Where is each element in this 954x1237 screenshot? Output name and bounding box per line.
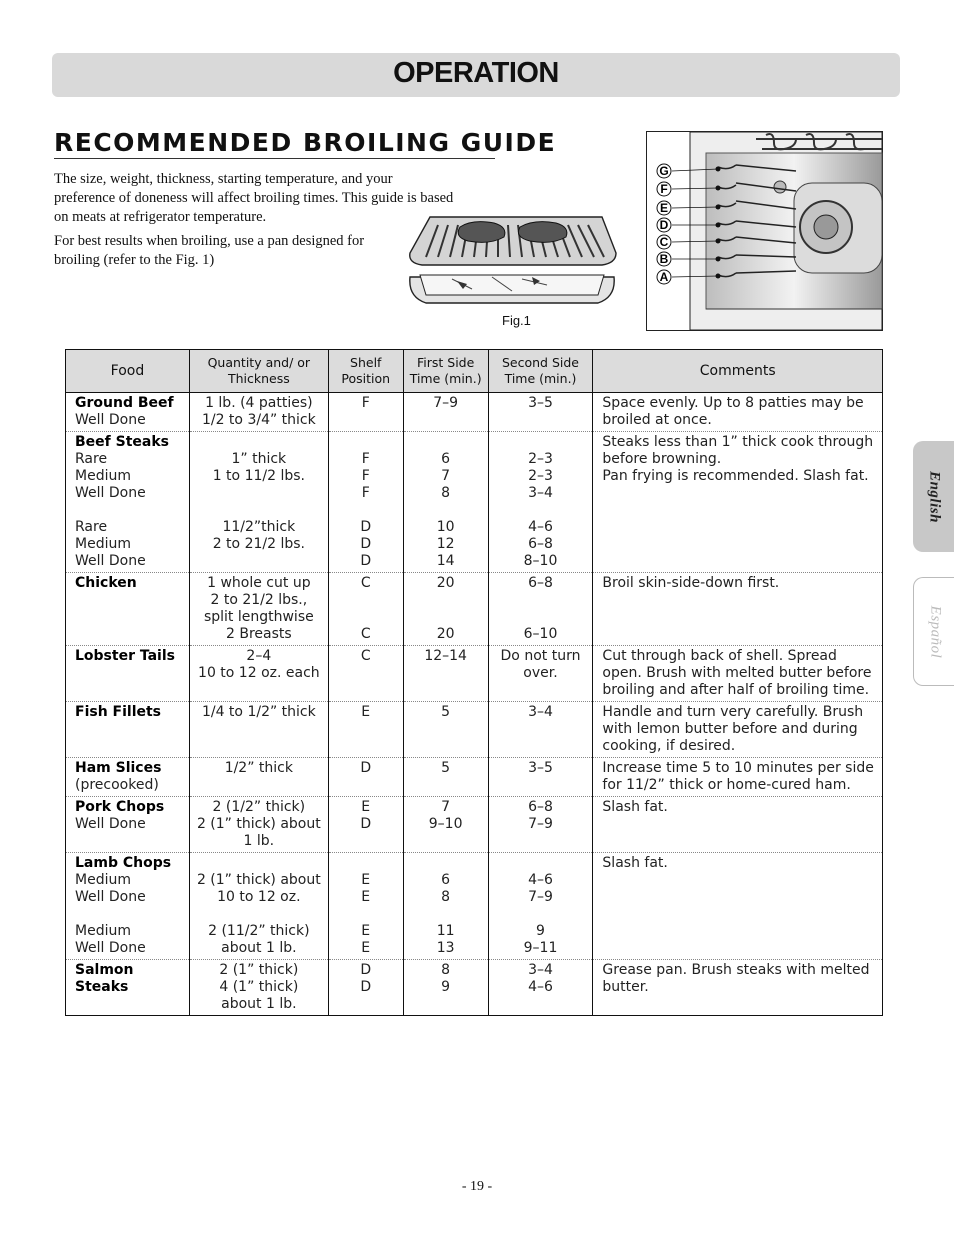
comments-cell: Broil skin-side-down first. — [593, 573, 883, 646]
second-side-cell: 2–3 2–3 3–4 4–6 6–8 8–10 — [488, 432, 593, 573]
header-food: Food — [66, 350, 190, 393]
first-side-cell: 8 9 — [403, 960, 488, 1016]
figure-caption: Fig.1 — [502, 313, 531, 328]
first-side-cell: 5 — [403, 758, 488, 797]
comments-cell: Space evenly. Up to 8 patties may be broiled at once. — [593, 393, 883, 432]
shelf-cell: C — [328, 646, 403, 702]
table-row — [66, 573, 883, 646]
tab-espanol[interactable] — [913, 577, 954, 686]
first-side-cell: 6 8 11 13 — [403, 853, 488, 960]
food-doneness: Rare Medium Well Done Rare Medium Well Done — [75, 451, 146, 569]
shelf-cell: C C — [328, 573, 403, 646]
food-doneness: Medium Well Done Medium Well Done — [75, 872, 146, 956]
header-first-side: First Side Time (min.) — [403, 350, 488, 393]
food-name: Fish Fillets — [75, 704, 162, 720]
food-doneness: Well Done — [75, 816, 146, 832]
food-cell — [66, 797, 190, 853]
steak-2 — [518, 222, 567, 243]
food-cell — [66, 758, 190, 797]
shelf-cell: E D — [328, 797, 403, 853]
first-side-cell: 12–14 — [403, 646, 488, 702]
food-cell — [66, 960, 190, 1016]
food-cell — [66, 573, 190, 646]
fan-hub — [814, 215, 838, 239]
shelf-label-e: E — [659, 201, 669, 215]
tab-english-label: English — [926, 470, 942, 523]
quantity-cell: 1/4 to 1/2” thick — [189, 702, 328, 758]
shelf-cell: F — [328, 393, 403, 432]
food-cell — [66, 853, 190, 960]
oven-shelf-diagram — [646, 131, 883, 331]
shelf-label-g: G — [659, 164, 669, 178]
food-name: Beef Steaks — [75, 434, 169, 450]
table-row — [66, 960, 883, 1016]
second-side-cell: 3–4 4–6 — [488, 960, 593, 1016]
header-bar — [52, 53, 900, 97]
first-side-cell: 7–9 — [403, 393, 488, 432]
quantity-cell: 2 (1/2” thick) 2 (1” thick) about 1 lb. — [189, 797, 328, 853]
steak-1 — [458, 222, 505, 243]
food-name: Lobster Tails — [75, 648, 175, 664]
food-cell — [66, 393, 190, 432]
header-quantity: Quantity and/ or Thickness — [189, 350, 328, 393]
header-second-side: Second Side Time (min.) — [488, 350, 593, 393]
quantity-cell: 2–4 10 to 12 oz. each — [189, 646, 328, 702]
food-name: Salmon Steaks — [75, 962, 134, 995]
tab-english[interactable] — [913, 441, 954, 552]
comments-cell: Slash fat. — [593, 853, 883, 960]
intro-text — [54, 170, 454, 275]
second-side-cell: 6–8 6–10 — [488, 573, 593, 646]
table-body — [66, 393, 883, 1016]
food-name: Ham Slices — [75, 760, 162, 776]
food-cell — [66, 432, 190, 573]
second-side-cell: 4–6 7–9 9 9–11 — [488, 853, 593, 960]
first-side-cell: 6 7 8 10 12 14 — [403, 432, 488, 573]
table-row — [66, 646, 883, 702]
first-side-cell: 20 20 — [403, 573, 488, 646]
shelf-cell: E — [328, 702, 403, 758]
shelf-cell: D — [328, 758, 403, 797]
comments-cell: Increase time 5 to 10 minutes per side for 11/2” thick or home-cured ham. — [593, 758, 883, 797]
shelf-label-b: B — [659, 252, 669, 266]
table-row — [66, 758, 883, 797]
quantity-cell: 1” thick 1 to 11/2 lbs. 11/2”thick 2 to 21/2 lbs. — [189, 432, 328, 573]
quantity-cell: 1 lb. (4 patties) 1/2 to 3/4” thick — [189, 393, 328, 432]
table-row — [66, 853, 883, 960]
comments-cell: Slash fat. — [593, 797, 883, 853]
comments-cell: Cut through back of shell. Spread open. Brush with melted butter before broiling and after half of broiling time. — [593, 646, 883, 702]
food-name: Lamb Chops — [75, 855, 172, 871]
header-shelf: Shelf Position — [328, 350, 403, 393]
section-title: RECOMMENDED BROILING GUIDE — [54, 128, 557, 157]
second-side-cell: 3–5 — [488, 758, 593, 797]
section-title-underline — [54, 158, 495, 159]
quantity-cell: 2 (1” thick) 4 (1” thick) about 1 lb. — [189, 960, 328, 1016]
food-doneness: (precooked) — [75, 777, 159, 793]
quantity-cell: 2 (1” thick) about 10 to 12 oz. 2 (11/2” thick) about 1 lb. — [189, 853, 328, 960]
broiler-pan-illustration — [402, 205, 622, 315]
table-row — [66, 702, 883, 758]
food-cell — [66, 702, 190, 758]
shelf-label-a: A — [659, 270, 669, 284]
comments-cell: Handle and turn very carefully. Brush with lemon butter before and during cooking, if desired. — [593, 702, 883, 758]
broiling-guide-table — [65, 349, 883, 1016]
shelf-label-c: C — [659, 235, 669, 249]
comments-cell: Steaks less than 1” thick cook through before browning. Pan frying is recommended. Slash fat. — [593, 432, 883, 573]
table-row — [66, 797, 883, 853]
quantity-cell: 1 whole cut up 2 to 21/2 lbs., split lengthwise 2 Breasts — [189, 573, 328, 646]
shelf-cell: E E E E — [328, 853, 403, 960]
header-comments: Comments — [593, 350, 883, 393]
shelf-label-f: F — [660, 182, 668, 196]
food-name: Ground Beef — [75, 395, 174, 411]
second-side-cell: 6–8 7–9 — [488, 797, 593, 853]
intro-paragraph-2: For best results when broiling, use a pan designed for broiling (refer to the Fig. 1) — [54, 233, 365, 268]
first-side-cell: 7 9–10 — [403, 797, 488, 853]
second-side-cell: 3–5 — [488, 393, 593, 432]
food-cell — [66, 646, 190, 702]
quantity-cell: 1/2” thick — [189, 758, 328, 797]
table-row — [66, 393, 883, 432]
comments-cell: Grease pan. Brush steaks with melted butter. — [593, 960, 883, 1016]
second-side-cell: Do not turn over. — [488, 646, 593, 702]
tab-espanol-label: Español — [927, 605, 943, 658]
food-doneness: Well Done — [75, 412, 146, 428]
page-number: - 19 - — [461, 1179, 493, 1194]
shelf-cell: F F F D D D — [328, 432, 403, 573]
oven-light-icon — [774, 181, 786, 193]
first-side-cell: 5 — [403, 702, 488, 758]
table-row — [66, 432, 883, 573]
intro-paragraph-1: The size, weight, thickness, starting temperature, and your preference of doneness will affect broiling times. This guide is based on meats at refrigerator temperature. — [54, 171, 454, 225]
shelf-label-d: D — [659, 218, 669, 232]
table-header-row — [66, 350, 883, 393]
food-name: Chicken — [75, 575, 137, 591]
second-side-cell: 3–4 — [488, 702, 593, 758]
broiler-pan-inner — [420, 275, 604, 295]
shelf-cell: D D — [328, 960, 403, 1016]
page-title: OPERATION — [393, 57, 559, 89]
food-name: Pork Chops — [75, 799, 165, 815]
